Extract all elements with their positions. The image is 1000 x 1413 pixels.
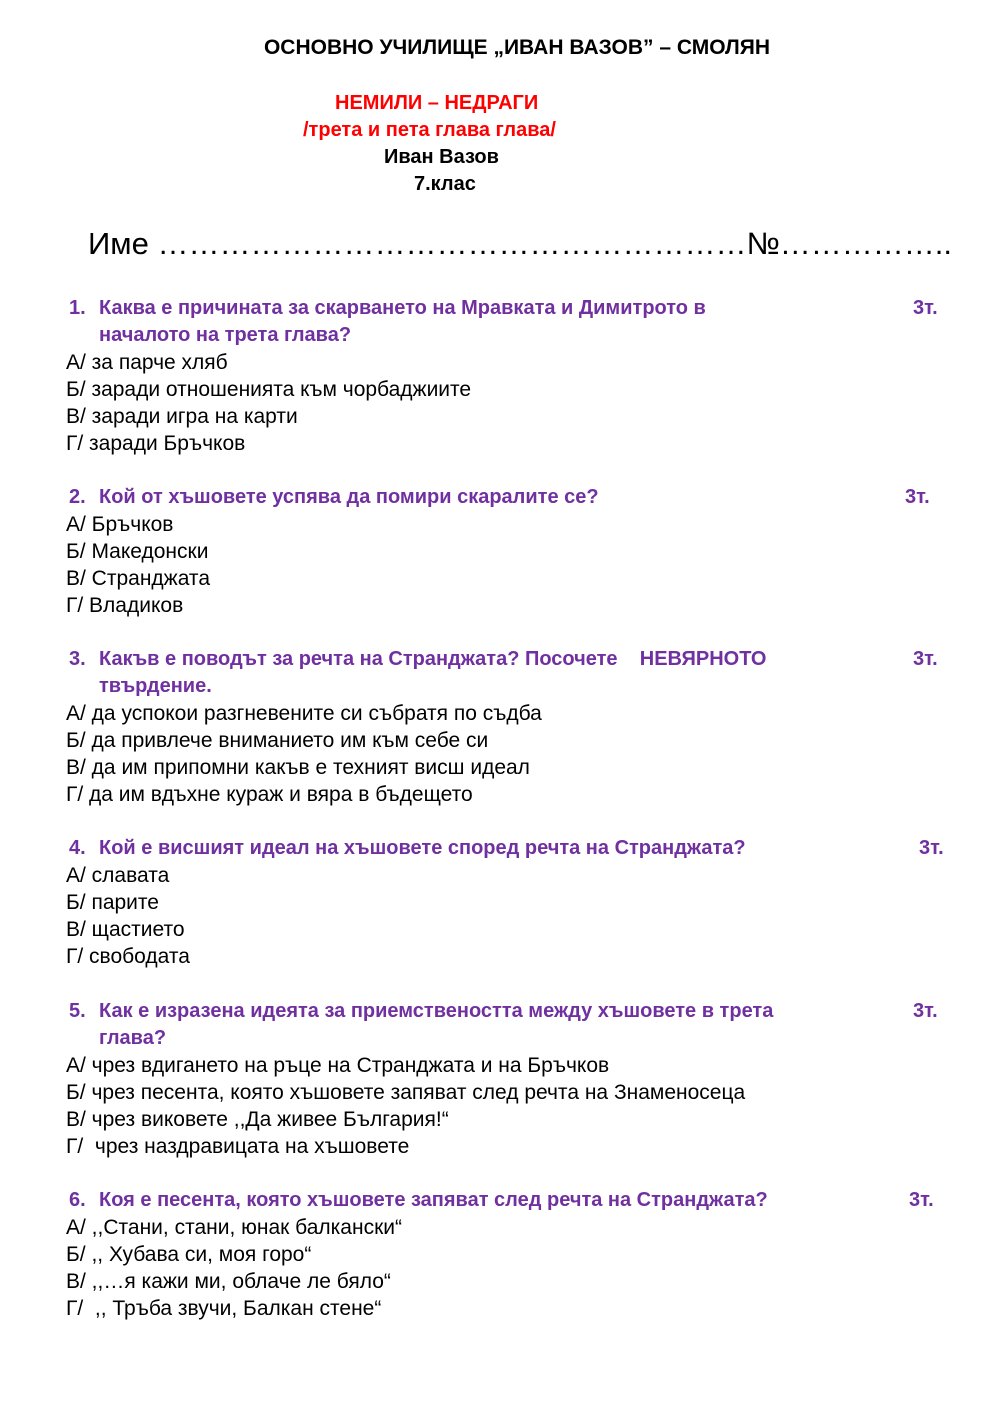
question-2 (69, 484, 949, 511)
question-text-line2: началото на трета глава? (99, 324, 352, 346)
work-title: НЕМИЛИ – НЕДРАГИ (335, 92, 539, 114)
answer-option[interactable]: Б/ да привлече вниманието им към себе си (66, 729, 489, 752)
author-name: Иван Вазов (384, 146, 499, 168)
question-3 (69, 646, 949, 700)
question-number: 6. (69, 1189, 86, 1211)
question-text-line1: Коя е песента, която хъшовете запяват след речта на Странджата? (99, 1189, 768, 1211)
answer-option[interactable]: А/ за парче хляб (66, 351, 228, 374)
answer-option[interactable]: В/ чрез виковете ,,Да живее България!“ (66, 1108, 449, 1131)
question-text-line1: Как е изразена идеята за приемствеността между хъшовете в трета (99, 1000, 774, 1022)
answer-option[interactable]: Г/ ,, Тръба звучи, Балкан стене“ (66, 1297, 382, 1320)
question-1 (69, 295, 949, 349)
answer-option[interactable]: В/ щастието (66, 918, 185, 941)
question-text-line2: твърдение. (99, 675, 212, 697)
answer-option[interactable]: В/ заради игра на карти (66, 405, 298, 428)
question-points: 3т. (905, 486, 930, 508)
student-name-field[interactable]: Име …………………………………………………№…………….. (88, 226, 952, 261)
question-points: 3т. (913, 297, 938, 319)
answer-option[interactable]: Б/ Македонски (66, 540, 209, 563)
answer-option[interactable]: Б/ заради отношенията към чорбаджиите (66, 378, 472, 401)
answer-option[interactable]: Б/ парите (66, 891, 159, 914)
question-number: 2. (69, 486, 86, 508)
answer-option[interactable]: Г/ заради Бръчков (66, 432, 246, 455)
question-text-line2: глава? (99, 1027, 167, 1049)
question-text-line1: Кой от хъшовете успява да помири скаралите се? (99, 486, 599, 508)
answer-option[interactable]: Б/ ,, Хубава си, моя горо“ (66, 1243, 312, 1266)
school-name: ОСНОВНО УЧИЛИЩЕ „ИВАН ВАЗОВ” – СМОЛЯН (263, 36, 771, 59)
answer-option[interactable]: А/ Бръчков (66, 513, 174, 536)
question-points: 3т. (909, 1189, 934, 1211)
answer-option[interactable]: Б/ чрез песента, която хъшовете запяват след речта на Знаменосеца (66, 1081, 746, 1104)
question-number: 1. (69, 297, 86, 319)
answer-option[interactable]: В/ ,,…я кажи ми, облаче ле бяло“ (66, 1270, 391, 1293)
answer-option[interactable]: А/ чрез вдигането на ръце на Странджата и на Бръчков (66, 1054, 610, 1077)
answer-option[interactable]: А/ да успокои разгневените си събратя по съдба (66, 702, 542, 725)
question-text-line1: Какъв е поводът за речта на Странджата? Посочете НЕВЯРНОТО (99, 648, 767, 670)
answer-option[interactable]: Г/ чрез наздравицата на хъшовете (66, 1135, 410, 1158)
question-number: 5. (69, 1000, 86, 1022)
question-text-line1: Кой е висшият идеал на хъшовете според речта на Странджата? (99, 837, 746, 859)
work-subtitle: /трета и пета глава глава/ (303, 119, 556, 141)
question-5 (69, 998, 949, 1052)
answer-option[interactable]: В/ Странджата (66, 567, 210, 590)
answer-option[interactable]: Г/ Владиков (66, 594, 184, 617)
question-6 (69, 1187, 949, 1214)
question-number: 4. (69, 837, 86, 859)
question-text-line1: Каква е причината за скарването на Мравката и Димитрото в (99, 297, 706, 319)
grade-label: 7.клас (414, 173, 476, 195)
question-number: 3. (69, 648, 86, 670)
answer-option[interactable]: Г/ да им вдъхне кураж и вяра в бъдещето (66, 783, 473, 806)
question-points: 3т. (913, 1000, 938, 1022)
question-points: 3т. (919, 837, 944, 859)
question-4 (69, 835, 959, 862)
answer-option[interactable]: А/ ,,Стани, стани, юнак балкански“ (66, 1216, 402, 1239)
answer-option[interactable]: А/ славата (66, 864, 170, 887)
answer-option[interactable]: В/ да им припомни какъв е техният висш идеал (66, 756, 530, 779)
answer-option[interactable]: Г/ свободата (66, 945, 190, 968)
question-points: 3т. (913, 648, 938, 670)
